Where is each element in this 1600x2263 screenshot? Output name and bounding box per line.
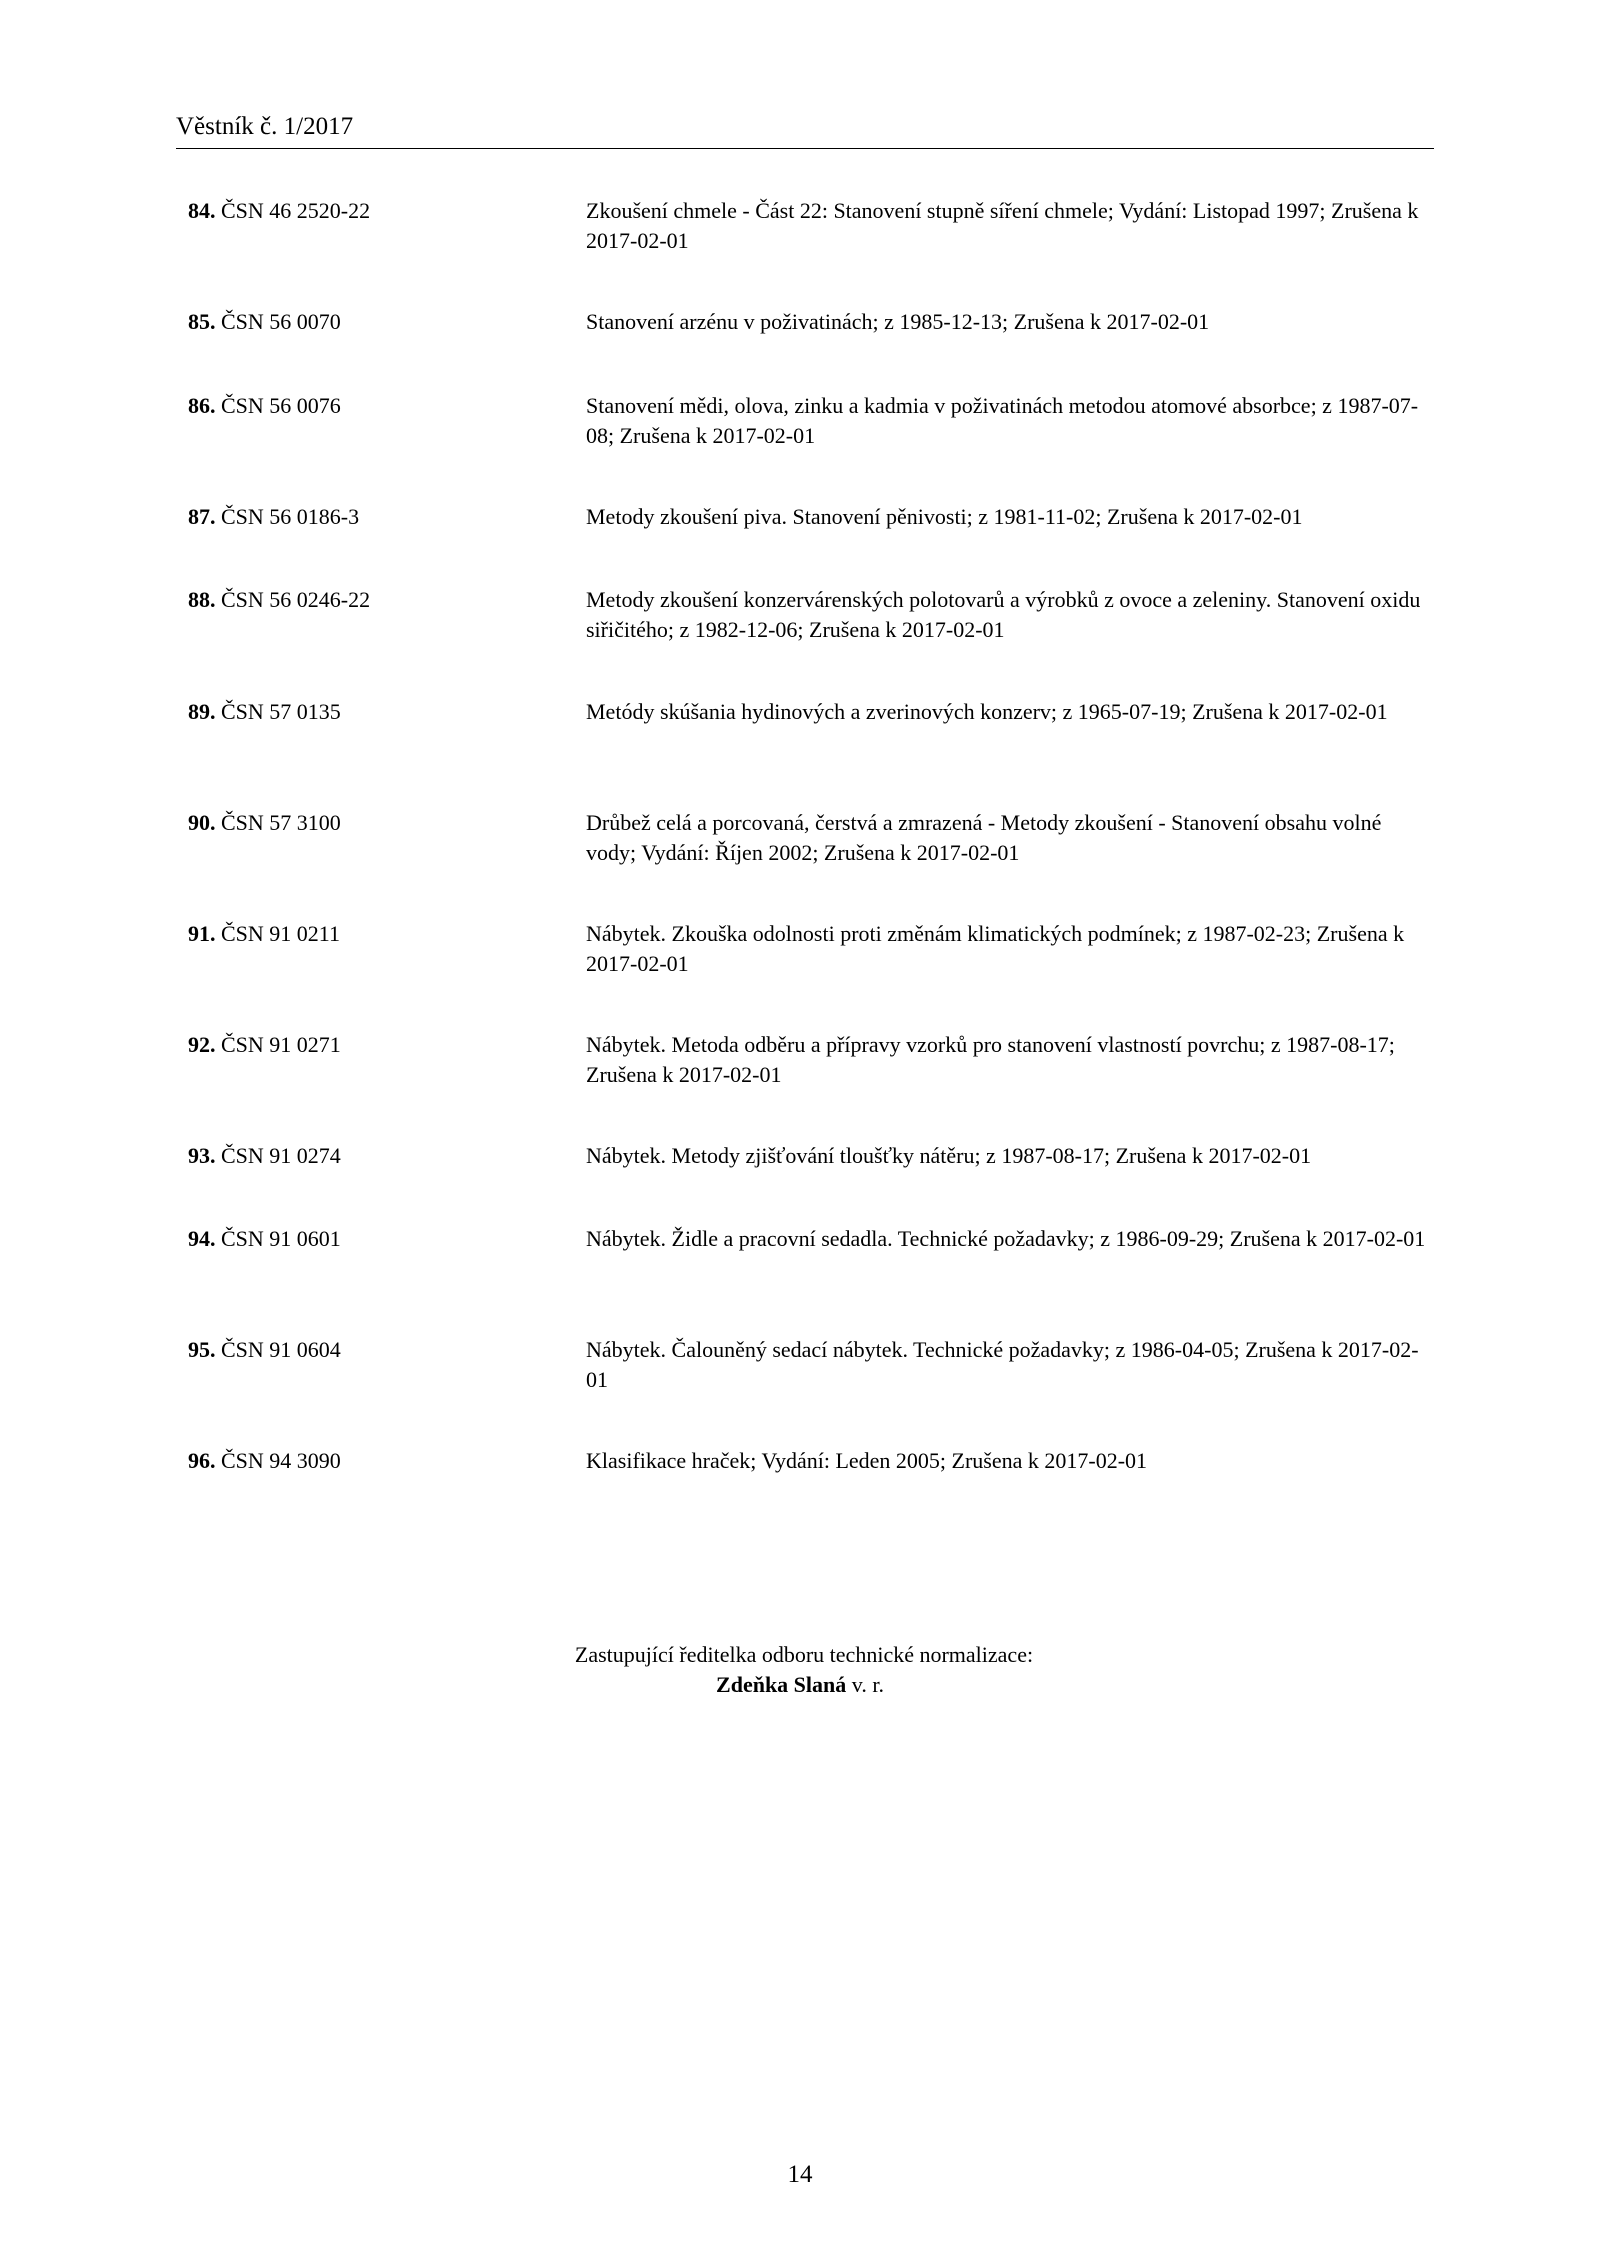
entry-description: Metódy skúšania hydinových a zverinových konzerv; z 1965-07-19; Zrušena k 2017-02-01	[586, 699, 1388, 724]
entry-description: Klasifikace hraček; Vydání: Leden 2005; Zrušena k 2017-02-01	[586, 1448, 1148, 1473]
signatory-name: Zdeňka Slaná	[716, 1672, 847, 1697]
entry-number: 93.	[188, 1143, 216, 1168]
entry-standard: ČSN 56 0246-22	[221, 587, 371, 612]
entry-number: 95.	[188, 1337, 216, 1362]
entry-code	[188, 1224, 568, 1254]
entry-code	[188, 919, 568, 949]
entry-description: Metody zkoušení piva. Stanovení pěnivosti; z 1981-11-02; Zrušena k 2017-02-01	[586, 504, 1303, 529]
entry-standard: ČSN 46 2520-22	[221, 198, 371, 223]
entry-description: Nábytek. Čalouněný sedací nábytek. Technické požadavky; z 1986-04-05; Zrušena k 2017-02-01	[586, 1337, 1419, 1392]
entry-description: Metody zkoušení konzervárenských polotovarů a výrobků z ovoce a zeleniny. Stanovení oxidu siřičitého; z 1982-12-06; Zrušena k 2017-02-01	[586, 587, 1421, 642]
entry-number: 84.	[188, 198, 216, 223]
entry-code	[188, 1141, 568, 1171]
entry-standard: ČSN 56 0076	[221, 393, 341, 418]
entry-standard: ČSN 91 0211	[221, 921, 340, 946]
header-title: Věstník č. 1/2017	[176, 113, 354, 140]
entry-standard: ČSN 91 0274	[221, 1143, 341, 1168]
entry-code	[188, 391, 568, 421]
entry-description: Stanovení mědi, olova, zinku a kadmia v poživatinách metodou atomové absorbce; z 1987-07-08; Zrušena k 2017-02-01	[586, 393, 1419, 448]
entry-number: 88.	[188, 587, 216, 612]
entry-number: 92.	[188, 1032, 216, 1057]
entry-code	[188, 697, 568, 727]
entry-number: 89.	[188, 699, 216, 724]
entry-code	[188, 307, 568, 337]
entry-standard: ČSN 91 0601	[221, 1226, 341, 1251]
entry-description: Nábytek. Zkouška odolnosti proti změnám klimatických podmínek; z 1987-02-23; Zrušena k 2017-02-01	[586, 921, 1405, 976]
entry-code	[188, 585, 568, 615]
entry-number: 96.	[188, 1448, 216, 1473]
entry-number: 90.	[188, 810, 216, 835]
entry-standard: ČSN 57 0135	[221, 699, 341, 724]
entry-standard: ČSN 56 0186-3	[221, 504, 360, 529]
entry-code	[188, 1030, 568, 1060]
entry-code	[188, 1335, 568, 1365]
entry-code	[188, 196, 568, 226]
entry-number: 87.	[188, 504, 216, 529]
entry-description: Nábytek. Židle a pracovní sedadla. Technické požadavky; z 1986-09-29; Zrušena k 2017-02-01	[586, 1226, 1426, 1251]
signature-block	[0, 1640, 1600, 1700]
entry-code	[188, 808, 568, 838]
entry-number: 94.	[188, 1226, 216, 1251]
entry-standard: ČSN 91 0604	[221, 1337, 341, 1362]
entry-description: Drůbež celá a porcovaná, čerstvá a zmrazená - Metody zkoušení - Stanovení obsahu volné vody; Vydání: Říjen 2002; Zrušena k 2017-02-01	[586, 810, 1382, 865]
entry-code	[188, 502, 568, 532]
entry-description: Nábytek. Metoda odběru a přípravy vzorků pro stanovení vlastností povrchu; z 1987-08-17; Zrušena k 2017-02-01	[586, 1032, 1395, 1087]
entry-standard: ČSN 91 0271	[221, 1032, 341, 1057]
entry-description: Stanovení arzénu v poživatinách; z 1985-12-13; Zrušena k 2017-02-01	[586, 309, 1210, 334]
entry-description: Nábytek. Metody zjišťování tloušťky nátěru; z 1987-08-17; Zrušena k 2017-02-01	[586, 1143, 1312, 1168]
entry-number: 85.	[188, 309, 216, 334]
entry-description: Zkoušení chmele - Část 22: Stanovení stupně síření chmele; Vydání: Listopad 1997; Zrušena k 2017-02-01	[586, 198, 1419, 253]
signatory-line	[0, 1670, 1600, 1700]
entry-standard: ČSN 56 0070	[221, 309, 341, 334]
entry-number: 91.	[188, 921, 216, 946]
signatory-suffix: v. r.	[851, 1672, 884, 1697]
signatory-role: Zastupující ředitelka odboru technické normalizace:	[574, 1642, 1034, 1667]
entry-code	[188, 1446, 568, 1476]
entry-standard: ČSN 94 3090	[221, 1448, 341, 1473]
entry-standard: ČSN 57 3100	[221, 810, 341, 835]
entry-number: 86.	[188, 393, 216, 418]
page-number: 14	[787, 2161, 813, 2188]
